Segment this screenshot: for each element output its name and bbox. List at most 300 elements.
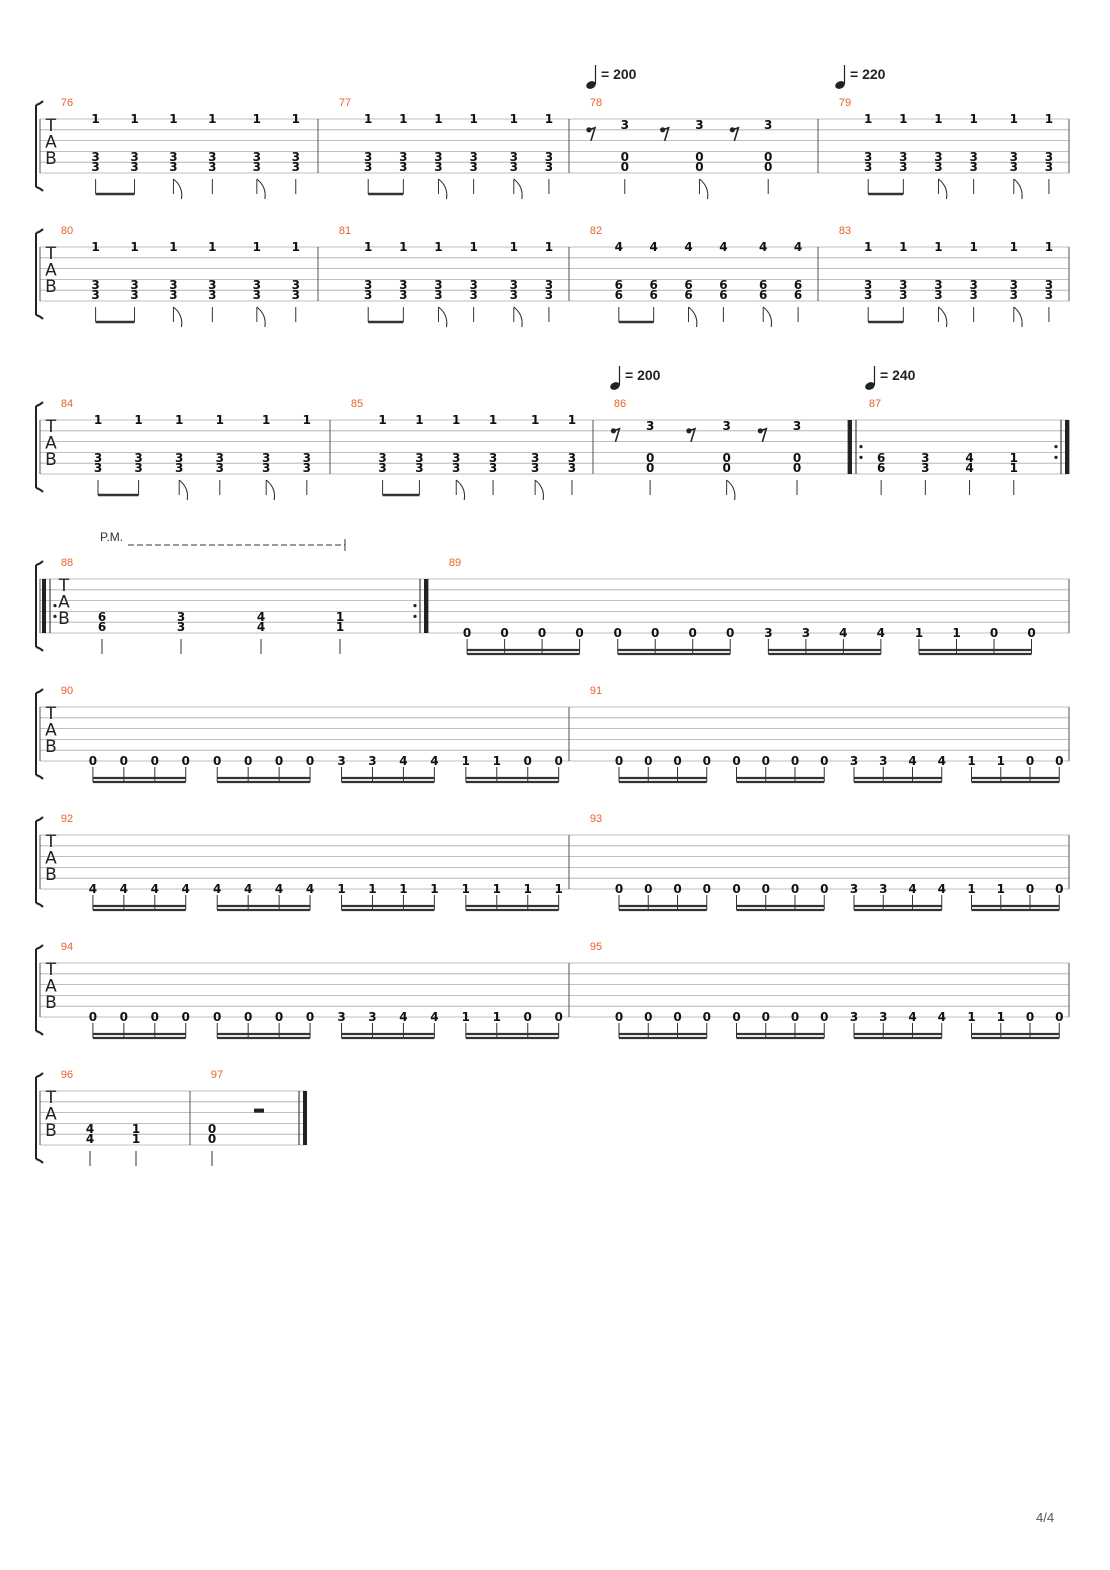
note-flag [438,179,446,199]
fret-number: 3 [415,451,424,466]
fret-number: 0 [820,1010,829,1024]
fret-number: 0 [761,1010,770,1024]
fret-number: 6 [793,288,803,303]
fret-number: 3 [530,461,540,476]
fret-number: 1 [492,754,501,768]
note [91,240,99,322]
note-flag [535,480,543,500]
measure-number: 78 [589,97,603,109]
tab-system [36,941,1069,1038]
note [177,610,185,654]
repeat-dot [859,445,862,448]
fret-number: 0 [820,754,829,768]
note-flag [1014,179,1022,199]
fret-number: 4 [649,240,658,254]
measure-number: 77 [338,97,352,109]
fret-number: 1 [530,413,540,427]
note [545,112,553,194]
fret-number: 3 [921,461,930,476]
fret-number: 1 [1009,240,1018,254]
fret-number: 1 [554,882,563,896]
fret-number: 3 [208,150,217,165]
note [646,419,654,495]
fret-number: 1 [544,112,554,126]
fret-number: 3 [764,626,773,640]
fret-number: 3 [399,278,408,293]
fret-number: 0 [213,754,222,768]
fret-number: 1 [509,240,518,254]
fret-number: 0 [614,882,624,896]
measure-number: 83 [838,225,852,237]
note [253,240,266,327]
note-flag [257,307,265,327]
measure [61,225,300,327]
repeat-end-bar [1065,420,1069,474]
note [364,112,372,194]
fret-number: 3 [934,160,943,175]
measure [61,813,563,910]
fret-number: 3 [434,288,443,303]
fret-number: 0 [243,754,253,768]
measure [351,398,576,500]
fret-number: 4 [181,882,190,896]
fret-number: 0 [695,160,704,175]
note [1010,240,1023,327]
note [399,240,407,322]
note [130,240,138,322]
fret-number: 3 [934,278,943,293]
note [545,240,553,322]
fret-number: 4 [256,620,266,635]
fret-number: 0 [1055,754,1064,768]
fret-number: 3 [1009,150,1018,165]
tempo-value: = 240 [880,367,916,383]
fret-number: 3 [91,160,100,175]
fret-number: 4 [430,1010,439,1024]
fret-number: 3 [364,278,373,293]
fret-number: 0 [614,754,624,768]
fret-number: 3 [1009,278,1018,293]
fret-number: 1 [130,112,139,126]
fret-number: 3 [134,451,143,466]
note [969,112,977,194]
fret-number: 3 [934,150,943,165]
eighth-rest [586,127,595,141]
fret-number: 4 [908,882,917,896]
fret-number: 6 [876,461,886,476]
measure-number: 84 [60,398,74,410]
fret-number: 3 [509,160,518,175]
repeat-start-bar [848,420,852,474]
fret-number: 1 [130,240,139,254]
fret-number: 0 [305,754,315,768]
tab-system [36,1069,307,1166]
repeat-dot [1054,456,1057,459]
fret-number: 3 [864,160,873,175]
tab-system [36,685,1069,782]
fret-number: 1 [1009,451,1018,466]
fret-number: 3 [169,160,178,175]
tab-clef-letter: B [45,277,57,297]
measure [61,398,311,500]
fret-number: 3 [399,160,408,175]
fret-number: 0 [181,754,190,768]
fret-number: 4 [256,610,266,625]
fret-number: 4 [684,240,693,254]
fret-number: 3 [434,278,443,293]
fret-number: 3 [899,288,908,303]
fret-number: 3 [262,461,271,476]
tab-clef-letter: A [45,260,57,281]
fret-number: 6 [614,278,623,293]
note [434,240,447,327]
fret-number: 3 [849,754,859,768]
fret-number: 1 [864,112,873,126]
fret-number: 3 [921,451,930,466]
fret-number: 6 [719,278,728,293]
note [1045,240,1053,322]
fret-number: 1 [262,413,271,427]
fret-number: 1 [1009,461,1018,476]
fret-number: 1 [169,240,178,254]
fret-number: 0 [523,1010,532,1024]
fret-number: 3 [544,288,554,303]
fret-number: 1 [523,882,532,896]
measure-number: 93 [589,813,603,825]
fret-number: 3 [620,117,629,132]
fret-number: 1 [469,240,478,254]
fret-number: 0 [150,1010,159,1024]
fret-number: 1 [337,882,346,896]
tab-clef-letter: T [45,417,57,437]
fret-number: 3 [399,150,408,165]
fret-number: 0 [790,1010,800,1024]
fret-number: 0 [1055,1010,1064,1024]
tab-system [36,366,1069,500]
fret-number: 1 [134,413,143,427]
tab-clef-letter: T [45,116,57,136]
measure-number: 91 [589,685,603,697]
fret-number: 3 [262,451,271,466]
fret-number: 4 [305,882,315,896]
fret-number: 1 [208,112,217,126]
fret-number: 3 [567,461,577,476]
measure-number: 85 [350,398,364,410]
fret-number: 3 [801,626,811,640]
tab-system [36,530,1069,654]
measure [61,97,300,199]
tab-clef-letter: B [45,737,57,757]
note-flag [456,480,464,500]
fret-number: 3 [452,451,461,466]
fret-number: 4 [719,240,728,254]
repeat-dot [413,604,416,607]
measure [449,557,1036,654]
fret-number: 1 [996,754,1005,768]
fret-number: 3 [215,451,224,466]
fret-number: 4 [88,882,98,896]
tab-clef-letter: A [45,720,57,741]
note-flag [699,179,707,199]
note [130,112,138,194]
fret-number: 1 [252,112,262,126]
note-flag [938,179,946,199]
fret-number: 3 [368,1010,377,1024]
fret-number: 1 [91,112,100,126]
fret-number: 3 [130,278,139,293]
fret-number: 0 [688,626,697,640]
fret-number: 1 [864,240,873,254]
note-flag [763,307,771,327]
measure-number: 94 [60,941,74,953]
note [1010,112,1023,199]
fret-number: 1 [969,240,978,254]
fret-number: 4 [399,1010,408,1024]
note [169,112,182,199]
tab-clef-letter: B [45,1121,57,1141]
fret-number: 0 [207,1122,217,1137]
fret-number: 4 [150,882,159,896]
tempo-marking [834,65,886,90]
note [434,112,447,199]
fret-number: 3 [175,451,184,466]
fret-number: 0 [673,1010,682,1024]
fret-number: 1 [378,413,387,427]
fret-number: 0 [764,150,773,165]
fret-number: 3 [364,288,373,303]
fret-number: 1 [434,112,443,126]
fret-number: 3 [488,461,498,476]
note [262,413,275,500]
fret-number: 3 [291,160,300,175]
note [303,413,311,495]
measure-number: 97 [210,1069,224,1081]
fret-number: 6 [97,620,107,635]
tab-clef-letter: T [45,704,57,724]
note [132,1122,140,1166]
fret-number: 0 [792,451,802,466]
fret-number: 1 [215,413,224,427]
fret-number: 0 [645,461,655,476]
fret-number: 3 [176,610,186,625]
fret-number: 3 [337,754,346,768]
note-flag [257,179,265,199]
measure-number: 95 [589,941,603,953]
fret-number: 1 [91,240,100,254]
fret-number: 4 [876,626,886,640]
note [1045,112,1053,194]
tab-clef-letter: B [45,993,57,1013]
measure [208,1069,307,1166]
fret-number: 0 [575,626,584,640]
eighth-rest [686,428,695,442]
fret-number: 3 [252,150,262,165]
fret-number: 3 [291,150,300,165]
fret-number: 0 [732,1010,741,1024]
fret-number: 6 [614,288,623,303]
note-flag [173,179,181,199]
fret-number: 0 [88,1010,98,1024]
tab-clef-letter: A [45,976,57,997]
fret-number: 1 [368,882,377,896]
fret-number: 0 [119,754,129,768]
note [684,240,697,327]
fret-number: 3 [864,278,873,293]
fret-number: 1 [488,413,498,427]
fret-number: 1 [399,240,408,254]
fret-number: 0 [1025,754,1035,768]
fret-number: 0 [500,626,509,640]
fret-number: 0 [88,754,98,768]
fret-number: 3 [934,288,943,303]
note [469,112,477,194]
fret-number: 0 [181,1010,190,1024]
tab-clef-letter: T [45,244,57,264]
note [94,413,102,495]
note [452,413,465,500]
measure-number: 96 [60,1069,74,1081]
tab-clef-letter: A [58,592,70,613]
fret-number: 1 [996,882,1005,896]
fret-number: 3 [130,160,139,175]
fret-number: 0 [702,882,711,896]
measure [590,813,1064,910]
fret-number: 3 [849,882,859,896]
fret-number: 3 [864,150,873,165]
final-barline [303,1091,307,1145]
note [793,419,801,495]
fret-number: 6 [719,288,728,303]
fret-number: 3 [291,288,300,303]
fret-number: 3 [434,160,443,175]
fret-number: 1 [1044,112,1054,126]
fret-number: 0 [614,1010,624,1024]
fret-number: 3 [849,1010,859,1024]
fret-number: 3 [368,754,377,768]
fret-number: 0 [620,150,629,165]
fret-number: 1 [899,112,908,126]
note [899,240,907,322]
fret-number: 1 [461,1010,471,1024]
measure [590,685,1064,782]
tab-clef-letter: T [58,576,70,596]
fret-number: 3 [1009,288,1018,303]
fret-number: 1 [415,413,424,427]
note [877,451,885,495]
measure [339,97,553,199]
fret-number: 1 [952,626,961,640]
fret-number: 0 [820,882,829,896]
fret-number: 0 [702,1010,711,1024]
measure-number: 87 [868,398,882,410]
fret-number: 6 [876,451,886,466]
fret-number: 3 [879,1010,888,1024]
fret-number: 3 [488,451,498,466]
fret-number: 3 [645,418,655,433]
fret-number: 3 [469,150,478,165]
fret-number: 3 [364,150,373,165]
tab-clef-letter: B [45,450,57,470]
fret-number: 3 [567,451,577,466]
note [175,413,188,500]
note [378,413,386,495]
note [864,240,872,322]
tab-clef-letter: T [45,832,57,852]
fret-number: 0 [274,1010,284,1024]
fret-number: 1 [967,754,976,768]
fret-number: 3 [1044,150,1054,165]
fret-number: 0 [274,754,284,768]
fret-number: 3 [899,278,908,293]
fret-number: 3 [337,1010,346,1024]
tab-clef-letter: B [45,865,57,885]
note [292,240,300,322]
note [568,413,576,495]
fret-number: 3 [208,288,217,303]
note-flag [438,307,446,327]
fret-number: 3 [302,451,311,466]
fret-number: 0 [702,754,711,768]
fret-number: 0 [726,626,735,640]
fret-number: 1 [399,882,408,896]
fret-number: 0 [761,754,770,768]
fret-number: 0 [1025,1010,1035,1024]
fret-number: 0 [732,882,741,896]
note [719,240,727,322]
tab-clef-letter: A [45,433,57,454]
fret-number: 1 [335,610,345,625]
fret-number: 0 [764,160,773,175]
measure-number: 81 [338,225,352,237]
fret-number: 0 [1025,882,1035,896]
fret-number: 1 [208,240,217,254]
measure-number: 86 [613,398,627,410]
measure-number: 89 [448,557,462,569]
fret-number: 4 [430,754,439,768]
fret-number: 3 [879,882,888,896]
fret-number: 3 [208,278,217,293]
fret-number: 1 [899,240,908,254]
fret-number: 1 [996,1010,1005,1024]
fret-number: 1 [967,1010,976,1024]
note [531,413,544,500]
tab-clef-letter: A [45,132,57,153]
fret-number: 3 [252,278,262,293]
fret-number: 1 [131,1122,141,1137]
tempo-value: = 200 [625,367,661,383]
fret-number: 1 [364,112,373,126]
note [208,112,216,194]
fret-number: 1 [175,413,184,427]
fret-number: 3 [544,278,554,293]
measure [61,685,563,782]
fret-number: 3 [509,278,518,293]
note [169,240,182,327]
note-flag [173,307,181,327]
fret-number: 3 [469,278,478,293]
fret-number: 1 [969,112,978,126]
fret-number: 3 [134,461,143,476]
note-flag [689,307,697,327]
eighth-rest [611,428,620,442]
fret-number: 3 [91,288,100,303]
note [615,240,623,322]
fret-number: 3 [1044,288,1054,303]
fret-number: 6 [793,278,803,293]
note [489,413,497,495]
fret-number: 0 [989,626,999,640]
fret-number: 4 [937,754,946,768]
